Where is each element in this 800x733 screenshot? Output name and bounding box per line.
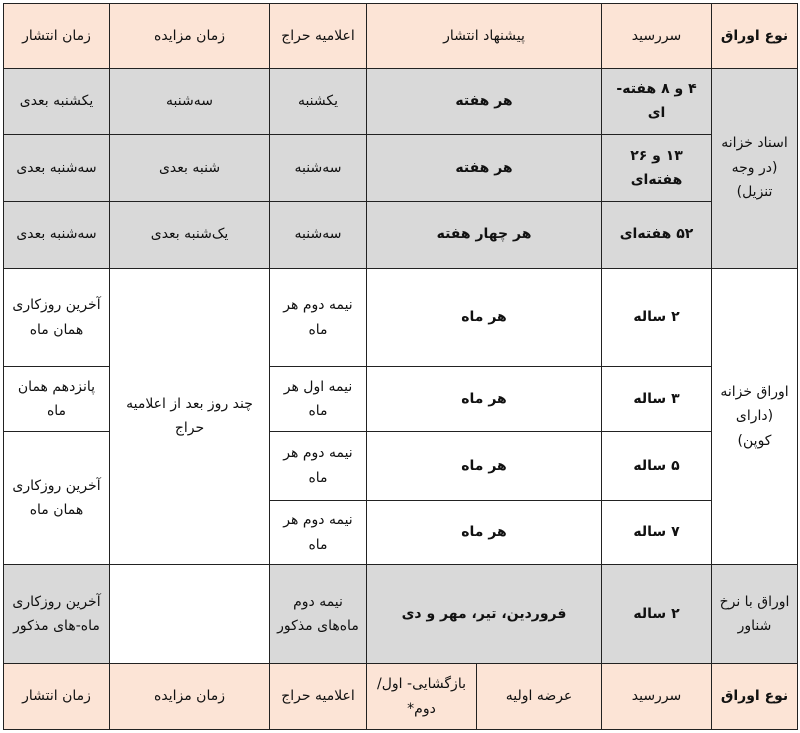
table-row: [4, 565, 798, 664]
row-announcement: نیمه دوم ماه‌های مذکور: [270, 565, 367, 664]
table-row: [4, 201, 798, 268]
row-offer: هر ماه: [367, 500, 602, 565]
row-announcement: نیمه دوم هر ماه: [270, 432, 367, 501]
footer-auction-time: زمان مزایده: [110, 664, 270, 730]
row-maturity: ۵ ساله: [602, 432, 712, 501]
row-maturity: ۱۳ و ۲۶ هفته‌ای: [602, 135, 712, 202]
row-announcement: نیمه اول هر ماه: [270, 367, 367, 432]
header-type: نوع اوراق: [712, 4, 798, 69]
row-offer: فروردین، تیر، مهر و دی: [367, 565, 602, 664]
row-publish: سه‌شنبه بعدی: [4, 201, 110, 268]
group-treasury-discount: اسناد خزانه (در وجه تنزیل): [712, 68, 798, 268]
row-maturity: ۵۲ هفته‌ای: [602, 201, 712, 268]
group-floating: اوراق با نرخ شناور: [712, 565, 798, 664]
row-announcement: سه‌شنبه: [270, 135, 367, 202]
row-offer: هر هفته: [367, 68, 602, 135]
row-maturity: ۴ و ۸ هفته-ای: [602, 68, 712, 135]
footer-publish-time: زمان انتشار: [4, 664, 110, 730]
table-row: [4, 135, 798, 202]
header-maturity: سررسید: [602, 4, 712, 69]
row-announcement: نیمه دوم هر ماه: [270, 500, 367, 565]
row-offer: هر هفته: [367, 135, 602, 202]
footer-row: [4, 664, 798, 730]
row-maturity: ۳ ساله: [602, 367, 712, 432]
row-publish: آخرین روزکاری همان ماه: [4, 268, 110, 367]
footer-reopening: بازگشایی- اول/دوم*: [367, 664, 477, 730]
row-maturity: ۲ ساله: [602, 268, 712, 367]
row-auction: شنبه بعدی: [110, 135, 270, 202]
header-auction-time: زمان مزایده: [110, 4, 270, 69]
row-publish: آخرین روزکاری همان ماه: [4, 432, 110, 565]
row-offer: هر ماه: [367, 367, 602, 432]
header-row: [4, 4, 798, 69]
row-auction: یک‌شنبه بعدی: [110, 201, 270, 268]
row-auction: سه‌شنبه: [110, 68, 270, 135]
row-publish: آخرین روزکاری ماه-های مذکور: [4, 565, 110, 664]
row-announcement: یکشنبه: [270, 68, 367, 135]
row-publish: یکشنبه بعدی: [4, 68, 110, 135]
footer-initial-offer: عرضه اولیه: [477, 664, 602, 730]
table-row: [4, 68, 798, 135]
table-row: [4, 268, 798, 367]
row-publish: پانزدهم همان ماه: [4, 367, 110, 432]
footer-maturity: سررسید: [602, 664, 712, 730]
footer-type: نوع اوراق: [712, 664, 798, 730]
row-offer: هر چهار هفته: [367, 201, 602, 268]
row-announcement: نیمه دوم هر ماه: [270, 268, 367, 367]
header-issue-offer: پیشنهاد انتشار: [367, 4, 602, 69]
coupon-auction-time: چند روز بعد از اعلامیه حراج: [110, 268, 270, 565]
row-publish: سه‌شنبه بعدی: [4, 135, 110, 202]
row-offer: هر ماه: [367, 432, 602, 501]
row-maturity: ۲ ساله: [602, 565, 712, 664]
header-publish-time: زمان انتشار: [4, 4, 110, 69]
header-announcement: اعلامیه حراج: [270, 4, 367, 69]
row-announcement: سه‌شنبه: [270, 201, 367, 268]
footer-announcement: اعلامیه حراج: [270, 664, 367, 730]
treasury-schedule-table: [3, 3, 798, 730]
floating-auction-empty: [110, 565, 270, 664]
group-treasury-coupon: اوراق خزانه (دارای کوپن): [712, 268, 798, 565]
row-maturity: ۷ ساله: [602, 500, 712, 565]
row-offer: هر ماه: [367, 268, 602, 367]
